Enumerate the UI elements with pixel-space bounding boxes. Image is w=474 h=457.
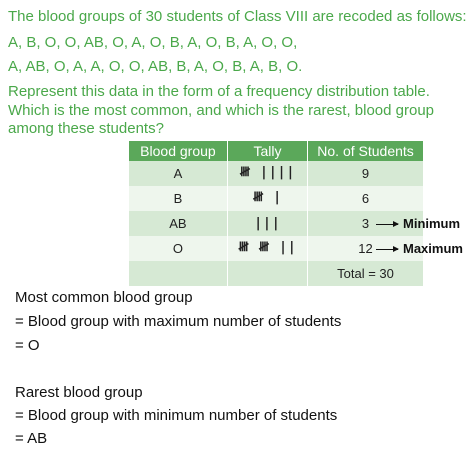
cell-tally: 𝍸 | <box>227 186 307 211</box>
question-line-4: Represent this data in the form of a frequency distribution table. <box>8 83 430 100</box>
cell-tally: 𝍸 |||| <box>227 161 307 186</box>
question-line-2: A, B, O, O, AB, O, A, O, B, A, O, B, A, O, O, <box>8 34 298 51</box>
arrow-right-icon <box>376 224 398 225</box>
cell-group: AB <box>129 211 227 236</box>
table-header-row <box>129 141 424 161</box>
answer-line-6: = AB <box>15 430 48 447</box>
cell-total: Total = 30 <box>308 261 424 286</box>
table-row <box>129 161 424 186</box>
header-no-of-students: No. of Students <box>308 141 424 161</box>
answer-line-5: = Blood group with minimum number of students <box>15 407 338 424</box>
cell-group: A <box>129 161 227 186</box>
header-tally: Tally <box>227 141 307 161</box>
frequency-table <box>129 141 424 286</box>
answer-line-1: Most common blood group <box>15 289 193 306</box>
header-blood-group: Blood group <box>129 141 227 161</box>
arrow-right-icon <box>376 249 398 250</box>
answer-line-2: = Blood group with maximum number of students <box>15 313 342 330</box>
question-line-6: among these students? <box>8 120 164 137</box>
maximum-label: Maximum <box>403 241 463 256</box>
cell-count: 3 <box>308 211 424 236</box>
cell-empty <box>129 261 227 286</box>
question-line-5: Which is the most common, and which is the rarest, blood group <box>8 102 435 119</box>
cell-tally: ||| <box>227 211 307 236</box>
cell-group: O <box>129 236 227 261</box>
cell-empty <box>227 261 307 286</box>
cell-count: 6 <box>308 186 424 211</box>
question-line-1: The blood groups of 30 students of Class VIII are recoded as follows: <box>8 8 467 25</box>
cell-count: 9 <box>308 161 424 186</box>
cell-group: B <box>129 186 227 211</box>
answer-line-4: Rarest blood group <box>15 384 143 401</box>
cell-count: 12 <box>308 236 424 261</box>
question-line-3: A, AB, O, A, A, O, O, AB, B, A, O, B, A, B, O. <box>8 58 303 75</box>
table-row <box>129 186 424 211</box>
table-total-row <box>129 261 424 286</box>
minimum-label: Minimum <box>403 216 461 231</box>
cell-tally: 𝍸 𝍸 || <box>227 236 307 261</box>
answer-line-3: = O <box>15 337 40 354</box>
